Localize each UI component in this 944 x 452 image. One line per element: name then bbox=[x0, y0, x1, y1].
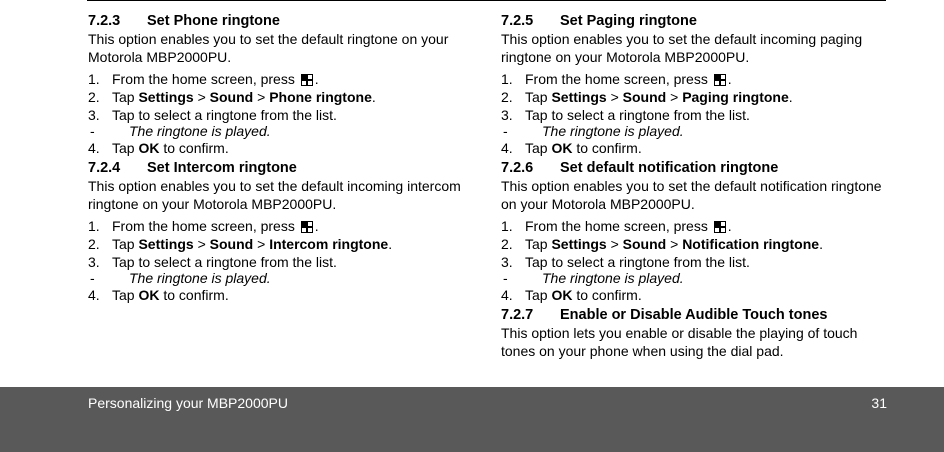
left-column bbox=[88, 13, 478, 304]
section-heading bbox=[88, 160, 478, 177]
menu-path-settings: Settings bbox=[138, 89, 194, 105]
section-audible-touch-tones bbox=[501, 307, 891, 360]
section-set-intercom-ringtone bbox=[88, 160, 478, 304]
step-item: 2. Tap Settings > Sound > Intercom ringtone. bbox=[88, 236, 393, 252]
section-heading bbox=[501, 13, 891, 30]
menu-path-item: Phone ringtone bbox=[269, 89, 372, 105]
step-note: - The ringtone is played. bbox=[90, 270, 271, 286]
menu-grid-icon bbox=[301, 74, 313, 86]
step-note: - The ringtone is played. bbox=[503, 270, 684, 286]
menu-grid-icon bbox=[714, 74, 726, 86]
section-title: Set default notification ringtone bbox=[560, 160, 779, 176]
menu-path-sound: Sound bbox=[622, 236, 667, 252]
menu-path-item: Intercom ringtone bbox=[269, 236, 389, 252]
step-list bbox=[88, 70, 478, 157]
section-set-phone-ringtone bbox=[88, 13, 478, 157]
section-number: 7.2.7 bbox=[501, 307, 534, 323]
section-intro: This option enables you to set the default notification ringtone on your Motorola MBP2000PU. bbox=[501, 178, 882, 212]
step-item: 1. From the home screen, press . bbox=[501, 218, 732, 234]
section-title: Set Paging ringtone bbox=[560, 13, 697, 29]
section-set-paging-ringtone bbox=[501, 13, 891, 157]
menu-path-sound: Sound bbox=[622, 89, 667, 105]
right-column bbox=[501, 13, 891, 364]
section-number: 7.2.3 bbox=[88, 13, 121, 29]
menu-path-settings: Settings bbox=[551, 89, 607, 105]
section-title: Enable or Disable Audible Touch tones bbox=[560, 307, 828, 323]
step-item: 2. Tap Settings > Sound > Notification ringtone. bbox=[501, 236, 823, 252]
step-note: - The ringtone is played. bbox=[90, 123, 271, 139]
menu-path-sound: Sound bbox=[209, 89, 254, 105]
step-item: 3. Tap to select a ringtone from the list. bbox=[501, 254, 750, 270]
menu-path-item: Paging ringtone bbox=[682, 89, 789, 105]
step-item: 3. Tap to select a ringtone from the list. bbox=[88, 254, 337, 270]
step-list bbox=[88, 217, 478, 304]
step-item: 4. Tap OK to confirm. bbox=[501, 140, 642, 156]
menu-grid-icon bbox=[714, 221, 726, 233]
step-item: 4. Tap OK to confirm. bbox=[88, 287, 229, 303]
section-title: Set Intercom ringtone bbox=[147, 160, 297, 176]
step-list bbox=[501, 70, 891, 157]
step-item: 4. Tap OK to confirm. bbox=[88, 140, 229, 156]
menu-path-sound: Sound bbox=[209, 236, 254, 252]
section-set-default-notification-ringtone bbox=[501, 160, 891, 304]
section-intro: This option enables you to set the default incoming paging ringtone on your Motorola MBP2000PU. bbox=[501, 31, 863, 65]
section-number: 7.2.5 bbox=[501, 13, 534, 29]
step-item: 2. Tap Settings > Sound > Paging ringtone. bbox=[501, 89, 793, 105]
step-note: - The ringtone is played. bbox=[503, 123, 684, 139]
menu-path-settings: Settings bbox=[138, 236, 194, 252]
step-list bbox=[501, 217, 891, 304]
section-heading bbox=[501, 307, 891, 324]
page-footer bbox=[0, 387, 944, 452]
section-heading bbox=[88, 13, 478, 30]
section-number: 7.2.4 bbox=[88, 160, 121, 176]
section-title: Set Phone ringtone bbox=[147, 13, 280, 29]
step-item: 1. From the home screen, press . bbox=[88, 71, 319, 87]
section-intro: This option enables you to set the default incoming intercom ringtone on your Motorola MBP2000PU. bbox=[88, 178, 461, 212]
menu-path-item: Notification ringtone bbox=[682, 236, 820, 252]
step-item: 3. Tap to select a ringtone from the list. bbox=[501, 107, 750, 123]
section-heading bbox=[501, 160, 891, 177]
section-number: 7.2.6 bbox=[501, 160, 534, 176]
menu-path-settings: Settings bbox=[551, 236, 607, 252]
step-item: 2. Tap Settings > Sound > Phone ringtone. bbox=[88, 89, 376, 105]
section-intro: This option lets you enable or disable the playing of touch tones on your phone when using the dial pad. bbox=[501, 325, 858, 359]
top-rule bbox=[87, 0, 886, 1]
step-item: 4. Tap OK to confirm. bbox=[501, 287, 642, 303]
page-number: 31 bbox=[871, 395, 887, 411]
section-intro: This option enables you to set the default ringtone on your Motorola MBP2000PU. bbox=[88, 31, 449, 65]
step-item: 3. Tap to select a ringtone from the list. bbox=[88, 107, 337, 123]
menu-grid-icon bbox=[301, 221, 313, 233]
step-item: 1. From the home screen, press . bbox=[88, 218, 319, 234]
footer-chapter-title: Personalizing your MBP2000PU bbox=[88, 395, 288, 411]
step-item: 1. From the home screen, press . bbox=[501, 71, 732, 87]
